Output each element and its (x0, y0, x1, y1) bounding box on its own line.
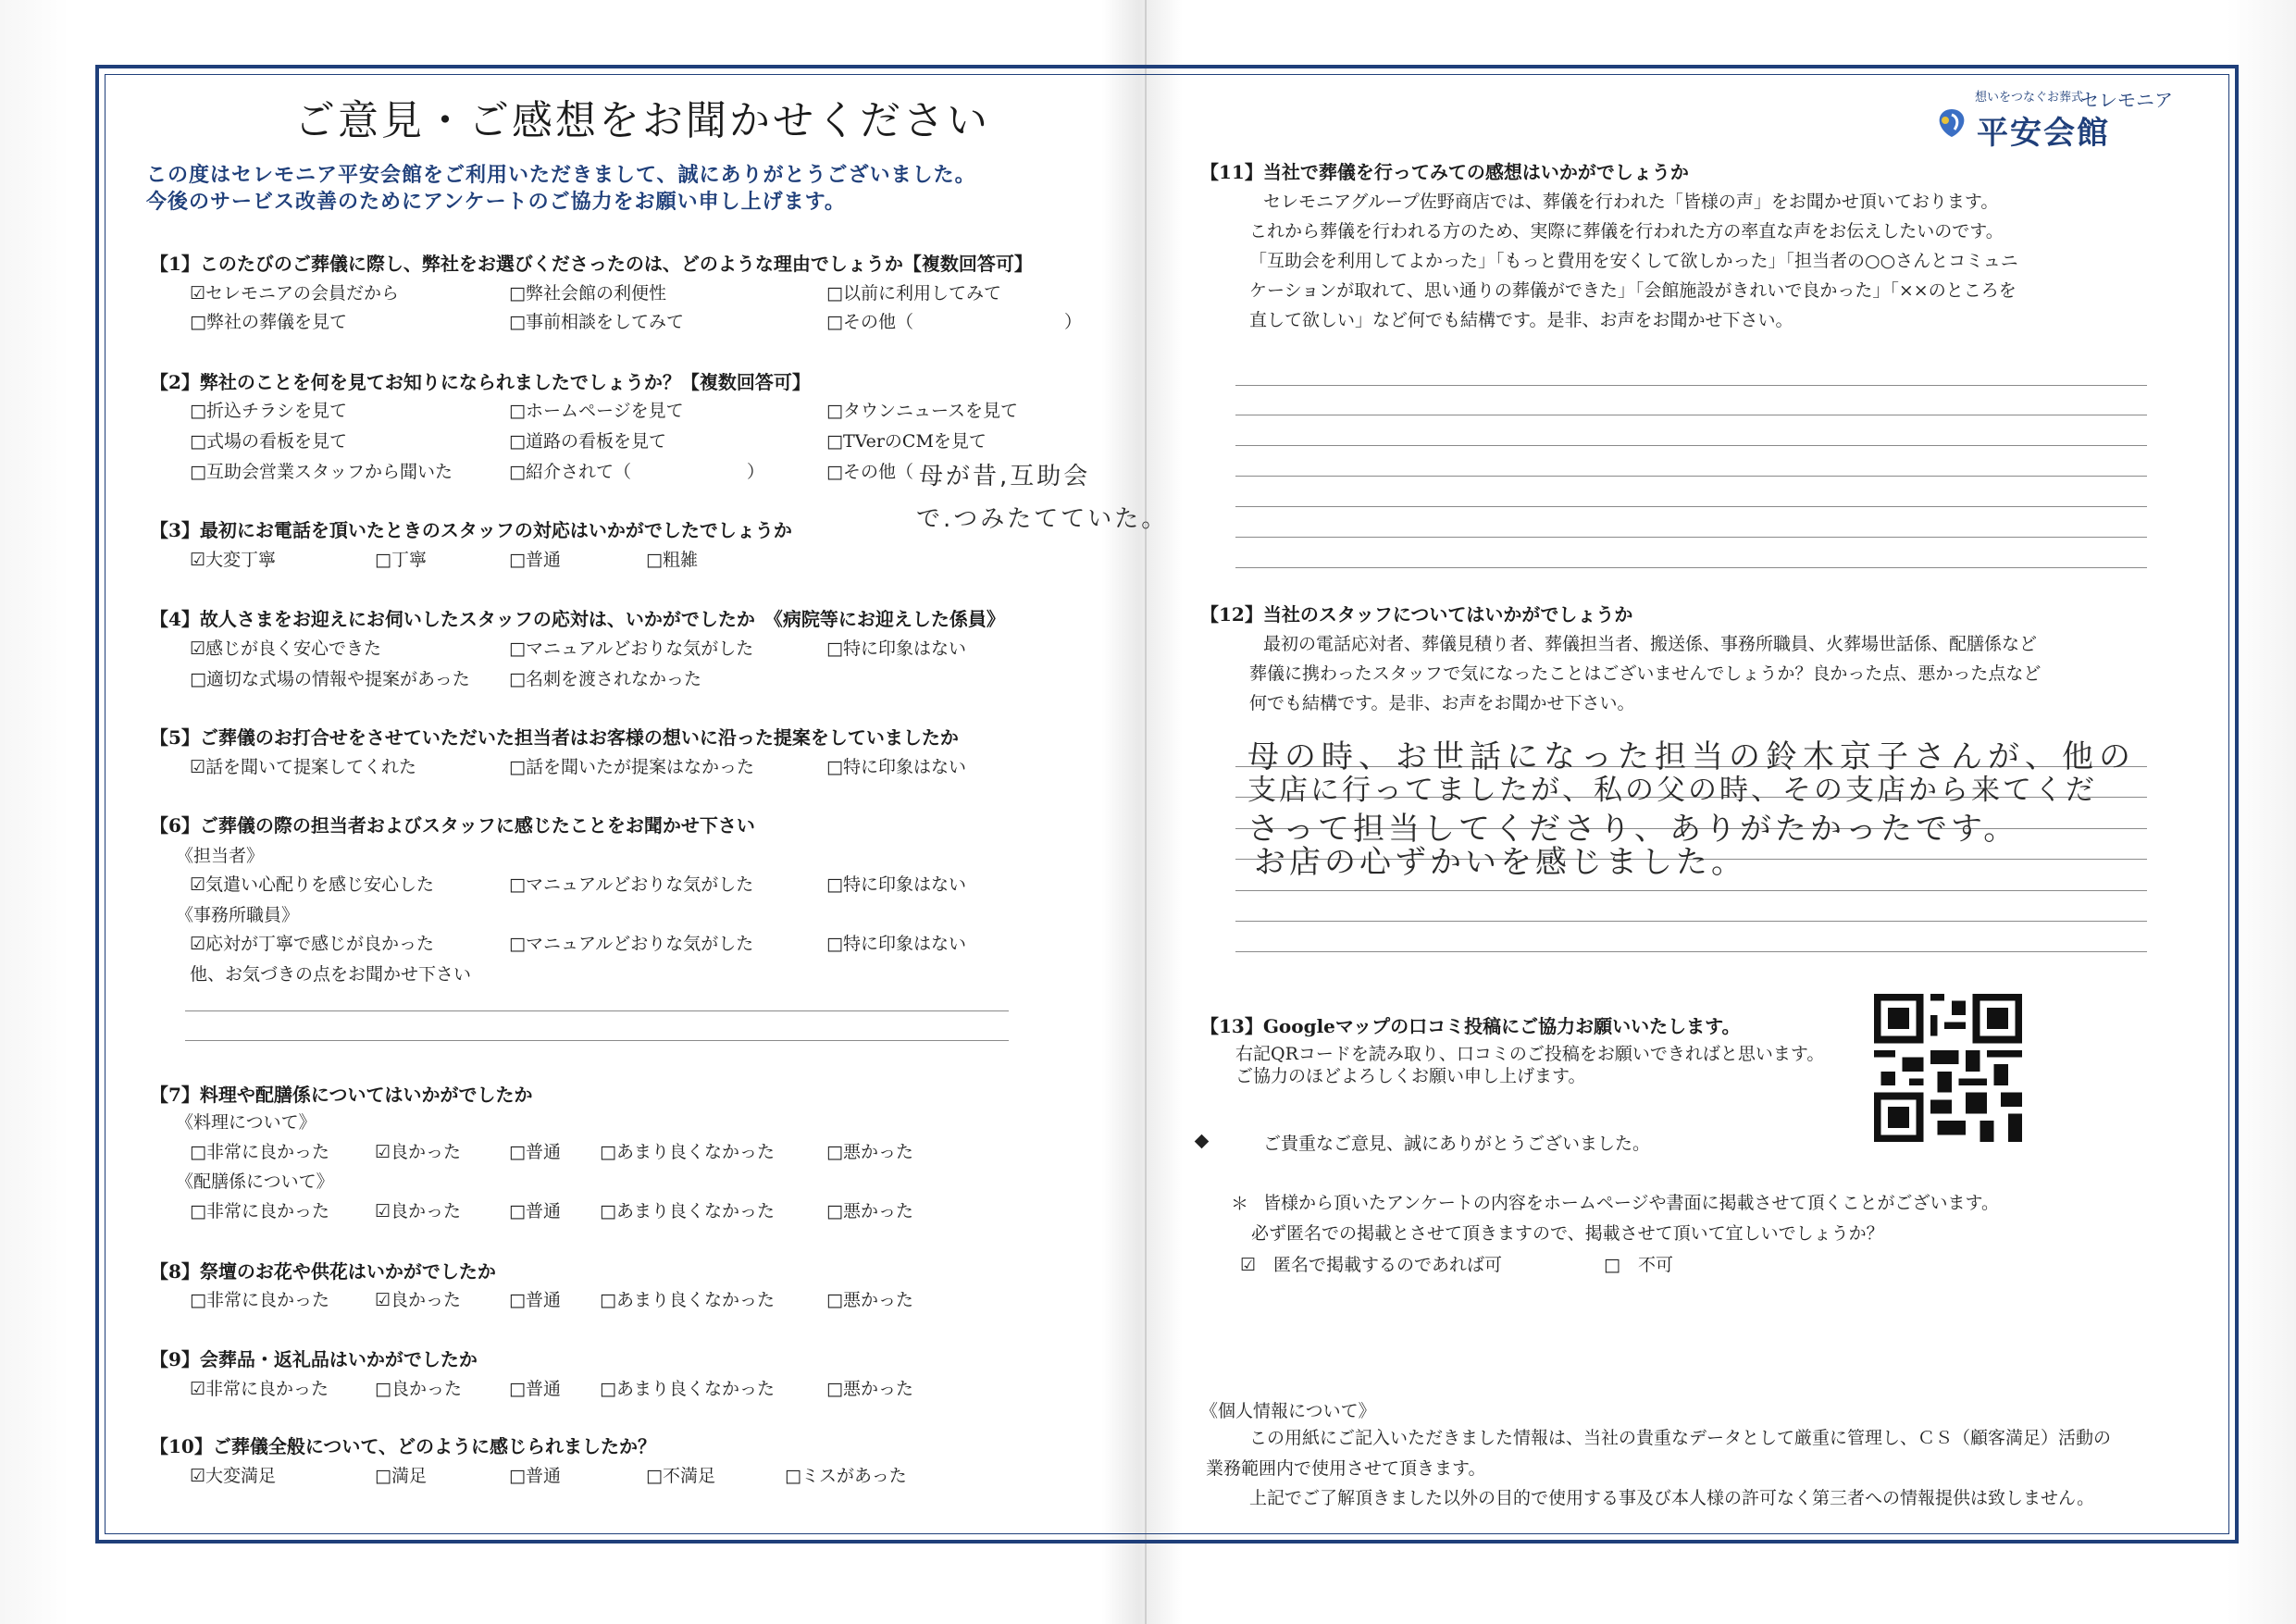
logo-tagline: 想いをつなぐお葬式 (1975, 91, 2084, 105)
q2-label: 【2】弊社のことを何を見てお知りになられましたでしょうか？【複数回答可】 (150, 371, 811, 393)
q1-opt-consultation[interactable]: □事前相談をしてみて (509, 312, 684, 332)
q2-opt-hall-sign[interactable]: □式場の看板を見て (190, 431, 347, 452)
q8-label: 【8】祭壇のお花や供花はいかがでしたか (150, 1260, 496, 1283)
q12-desc-1: 最初の電話応対者、葬儀見積り者、葬儀担当者、搬送係、事務所職員、火葬場世話係、配膳係など (1263, 634, 2038, 654)
q6-sub-office: 《事務所職員》 (176, 905, 300, 925)
q4-opt-reassuring[interactable]: ☑感じが良く安心できた (190, 638, 382, 659)
q2-opt-other[interactable]: □その他（ (826, 462, 913, 482)
q12-handwritten-3: さって担当してくださり、ありがたかったです。 (1247, 811, 2019, 848)
privacy-line-3: 上記でご了解頂きました以外の目的で使用する事及び本人様の許可なく第三者への情報提供は致しません。 (1249, 1488, 2095, 1508)
q12-label: 【12】当社のスタッフについてはいかがでしょうか (1200, 603, 1633, 626)
q10-opt-very-satisfied[interactable]: ☑大変満足 (190, 1466, 277, 1486)
q5-opt-no-impression[interactable]: □特に印象はない (826, 757, 966, 777)
qr-code-icon[interactable] (1869, 994, 2027, 1142)
q6-other-prompt: 他、お気づきの点をお聞かせ下さい (190, 964, 472, 985)
q10-opt-mistake[interactable]: □ミスがあった (785, 1466, 907, 1486)
q9-opt-very-good[interactable]: ☑非常に良かった (190, 1379, 329, 1399)
q11-desc-1: セレモニアグループ佐野商店では、葬儀を行われた「皆様の声」をお聞かせ頂いております。 (1263, 192, 1999, 212)
q1-opt-other-close: ） (1064, 312, 1083, 332)
q12-desc-3: 何でも結構です。是非、お声をお聞かせ下さい。 (1249, 693, 1635, 713)
q2-opt-tver[interactable]: □TVerのCMを見て (826, 431, 987, 452)
q12-handwritten-2: 支店に行ってましたが、私の父の時、その支店から来てくだ (1247, 774, 2097, 807)
q12-answer-line-5[interactable] (1235, 890, 2147, 891)
q2-opt-road-sign[interactable]: □道路の看板を見て (509, 431, 666, 452)
q8-opt-not-good[interactable]: □あまり良くなかった (600, 1290, 775, 1310)
q4-opt-proposal[interactable]: □適切な式場の情報や提案があった (190, 669, 470, 689)
q3-opt-normal[interactable]: □普通 (509, 550, 561, 570)
q11-answer-line-4[interactable] (1235, 476, 2147, 477)
q7-serving-opt-bad[interactable]: □悪かった (826, 1201, 913, 1221)
q2-handwritten-1: 母が昔,互助会 (919, 463, 1091, 490)
q5-opt-listened-proposed[interactable]: ☑話を聞いて提案してくれた (190, 757, 417, 777)
q1-opt-convenience[interactable]: □弊社会館の利便性 (509, 283, 666, 304)
q8-opt-bad[interactable]: □悪かった (826, 1290, 913, 1310)
q9-opt-not-good[interactable]: □あまり良くなかった (600, 1379, 775, 1399)
q7-sub-serving: 《配膳係について》 (176, 1172, 334, 1192)
q12-handwritten-4: お店の心ずかいを感じました。 (1254, 844, 1746, 881)
q5-opt-no-proposal[interactable]: □話を聞いたが提案はなかった (509, 757, 754, 777)
page-title: ご意見・ご感想をお聞かせください (294, 97, 990, 144)
q12-handwritten-1: 母の時、お世話になった担当の鈴木京子さんが、他の (1247, 738, 2136, 775)
publish-yes-option[interactable]: ☑ 匿名で掲載するのであれば可 (1240, 1255, 1503, 1275)
privacy-line-2: 業務範囲内で使用させて頂きます。 (1206, 1458, 1486, 1479)
q2-opt-sales-staff[interactable]: □互助会営業スタッフから聞いた (190, 462, 453, 482)
q11-desc-4: ケーションが取れて、思い通りの葬儀ができた」「会館施設がきれいで良かった」「××のところを (1249, 280, 2017, 301)
q6-office-opt-no-impression[interactable]: □特に印象はない (826, 934, 966, 954)
q3-opt-polite[interactable]: □丁寧 (375, 550, 427, 570)
q13-desc-1: 右記QRコードを読み取り、口コミのご投稿をお願いできればと思います。 (1235, 1044, 1825, 1064)
q9-opt-normal[interactable]: □普通 (509, 1379, 561, 1399)
q7-serving-opt-not-good[interactable]: □あまり良くなかった (600, 1201, 775, 1221)
logo-brand: セレモニア (2080, 89, 2173, 111)
q11-answer-line-1[interactable] (1235, 385, 2147, 386)
q6-staff-opt-no-impression[interactable]: □特に印象はない (826, 874, 966, 895)
notice-mark: ＊ (1231, 1194, 1249, 1214)
q10-label: 【10】ご葬儀全般について、どのように感じられましたか？ (150, 1435, 657, 1457)
q8-opt-very-good[interactable]: □非常に良かった (190, 1290, 329, 1310)
q7-food-opt-bad[interactable]: □悪かった (826, 1142, 913, 1162)
intro-line-2: 今後のサービス改善のためにアンケートのご協力をお願い申し上げます。 (146, 190, 846, 214)
q7-food-opt-not-good[interactable]: □あまり良くなかった (600, 1142, 775, 1162)
logo-name: 平安会館 (1977, 115, 2110, 152)
q11-desc-5: 直して欲しい」など何でも結構です。是非、お声をお聞かせ下さい。 (1249, 310, 1793, 330)
q2-handwritten-2: で.つみたてていた。 (916, 505, 1169, 533)
q7-food-opt-normal[interactable]: □普通 (509, 1142, 561, 1162)
q7-sub-food: 《料理について》 (176, 1112, 316, 1133)
q1-label: 【1】このたびのご葬儀に際し、弊社をお選びくださったのは、どのような理由でしょうか【複数回答可】 (150, 253, 1033, 275)
q11-answer-line-6[interactable] (1235, 537, 2147, 538)
q7-serving-opt-normal[interactable]: □普通 (509, 1201, 561, 1221)
q2-opt-homepage[interactable]: □ホームページを見て (509, 401, 684, 421)
q11-answer-line-3[interactable] (1235, 445, 2147, 446)
q6-office-opt-manual[interactable]: □マニュアルどおりな気がした (509, 934, 754, 954)
q6-staff-opt-caring[interactable]: ☑気遣い心配りを感じ安心した (190, 874, 435, 895)
q8-opt-normal[interactable]: □普通 (509, 1290, 561, 1310)
q7-food-opt-very-good[interactable]: □非常に良かった (190, 1142, 329, 1162)
publish-no-option[interactable]: □ 不可 (1604, 1255, 1673, 1275)
privacy-line-1: この用紙にご記入いただきました情報は、当社の貴重なデータとして厳重に管理し、ＣＳ（顧客満足）活動の (1249, 1428, 2112, 1448)
q2-opt-townnews[interactable]: □タウンニュースを見て (826, 401, 1019, 421)
q5-label: 【5】ご葬儀のお打合せをさせていただいた担当者はお客様の想いに沿った提案をしていましたか (150, 726, 959, 749)
q1-opt-member[interactable]: ☑セレモニアの会員だから (190, 283, 400, 304)
q10-opt-normal[interactable]: □普通 (509, 1466, 561, 1486)
q1-opt-saw-funeral[interactable]: □弊社の葬儀を見て (190, 312, 347, 332)
notice-line-1: 皆様から頂いたアンケートの内容をホームページや書面に掲載させて頂くことがございます。 (1263, 1193, 1999, 1213)
q1-opt-previous[interactable]: □以前に利用してみて (826, 283, 1001, 304)
q6-answer-line-1[interactable] (185, 1010, 1009, 1011)
q4-opt-manual[interactable]: □マニュアルどおりな気がした (509, 638, 754, 659)
q6-office-opt-polite[interactable]: ☑応対が丁寧で感じが良かった (190, 934, 435, 954)
company-logo (1934, 85, 2173, 152)
q7-serving-opt-good[interactable]: ☑良かった (375, 1201, 462, 1221)
thanks-message: ご貴重なご意見、誠にありがとうございました。 (1263, 1134, 1651, 1154)
q2-opt-referral-close: ） (747, 462, 765, 482)
q6-answer-line-2[interactable] (185, 1040, 1009, 1041)
q11-answer-line-7[interactable] (1235, 567, 2147, 568)
q11-desc-3: 「互助会を利用してよかった」「もっと費用を安くして欲しかった」「担当者の○○さんとコミュニ (1249, 251, 2018, 271)
q4-opt-no-card[interactable]: □名刺を渡されなかった (509, 669, 701, 689)
q4-label: 【4】故人さまをお迎えにお伺いしたスタッフの応対は、いかがでしたか 《病院等にお迎えした係員》 (150, 608, 1005, 630)
q8-opt-good[interactable]: ☑良かった (375, 1290, 462, 1310)
q12-desc-2: 葬儀に携わったスタッフで気になったことはございませんでしょうか？良かった点、悪かった点など (1249, 663, 2042, 684)
q4-opt-no-impression[interactable]: □特に印象はない (826, 638, 966, 659)
intro-line-1: この度はセレモニア平安会館をご利用いただきまして、誠にありがとうございました。 (146, 163, 976, 187)
q11-label: 【11】当社で葬儀を行ってみての感想はいかがでしょうか (1200, 161, 1689, 183)
q11-desc-2: これから葬儀を行われる方のため、実際に葬儀を行われた方の率直な声をお伝えしたいのです。 (1249, 221, 2004, 242)
q10-opt-dissatisfied[interactable]: □不満足 (646, 1466, 715, 1486)
q7-food-opt-good[interactable]: ☑良かった (375, 1142, 462, 1162)
q9-opt-bad[interactable]: □悪かった (826, 1379, 913, 1399)
q7-serving-opt-very-good[interactable]: □非常に良かった (190, 1201, 329, 1221)
q9-opt-good[interactable]: □良かった (375, 1379, 462, 1399)
q10-opt-satisfied[interactable]: □満足 (375, 1466, 427, 1486)
q7-label: 【7】料理や配膳係についてはいかがでしたか (150, 1084, 533, 1106)
q13-label: 【13】Googleマップの口コミ投稿にご協力お願いいたします。 (1200, 1015, 1741, 1037)
q2-opt-flyer[interactable]: □折込チラシを見て (190, 401, 347, 421)
q9-label: 【9】会葬品・返礼品はいかがでしたか (150, 1348, 478, 1370)
q6-label: 【6】ご葬儀の際の担当者およびスタッフに感じたことをお聞かせ下さい (150, 814, 755, 837)
q3-label: 【3】最初にお電話を頂いたときのスタッフの対応はいかがでしたでしょうか (150, 519, 792, 541)
q3-opt-rough[interactable]: □粗雑 (646, 550, 698, 570)
q11-answer-line-5[interactable] (1235, 506, 2147, 507)
q12-answer-line-6[interactable] (1235, 921, 2147, 922)
privacy-title: 《個人情報について》 (1200, 1401, 1376, 1421)
q1-opt-other[interactable]: □その他（ (826, 312, 913, 332)
q6-staff-opt-manual[interactable]: □マニュアルどおりな気がした (509, 874, 754, 895)
q2-opt-referral[interactable]: □紹介されて（ (509, 462, 631, 482)
logo-mark-icon (1934, 105, 1969, 141)
notice-line-2: 必ず匿名での掲載とさせて頂きますので、掲載させて頂いて宜しいでしょうか？ (1251, 1223, 1884, 1244)
q6-sub-staff: 《担当者》 (176, 846, 265, 866)
q12-answer-line-7[interactable] (1235, 951, 2147, 952)
q3-opt-very-polite[interactable]: ☑大変丁寧 (190, 550, 277, 570)
q13-desc-2: ご協力のほどよろしくお願い申し上げます。 (1235, 1066, 1586, 1086)
